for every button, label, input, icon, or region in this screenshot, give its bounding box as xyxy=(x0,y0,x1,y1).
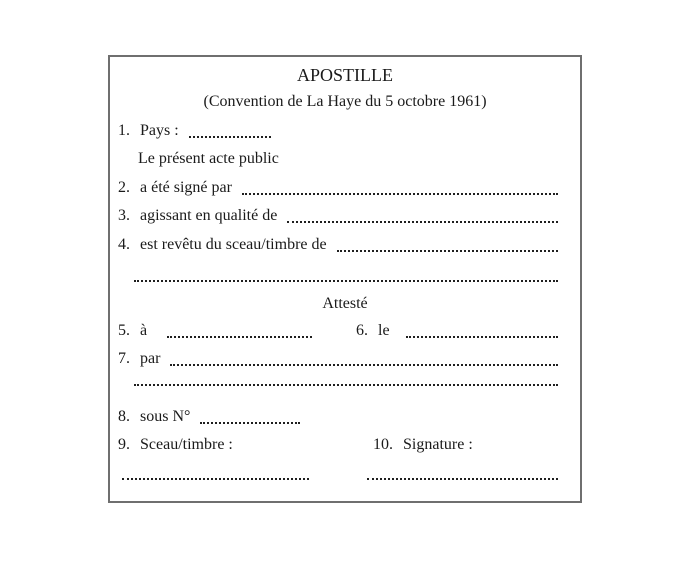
field-10-label: Signature : xyxy=(403,436,473,453)
signature-dotted-blank xyxy=(367,478,558,480)
field-2-row xyxy=(110,178,580,198)
field-9-label: Sceau/timbre : xyxy=(140,436,233,453)
seal-dotted-blank xyxy=(122,478,309,480)
field-6-group xyxy=(356,321,558,341)
field-3-row xyxy=(110,206,580,226)
field-8-row xyxy=(110,407,580,427)
field-5-6-row xyxy=(110,321,580,341)
field-5-dotted-blank xyxy=(167,336,312,338)
field-7-dotted-blank xyxy=(170,364,558,366)
attest-heading: Attesté xyxy=(322,295,368,312)
intro-text: Le présent acte public xyxy=(138,150,279,167)
field-5-group xyxy=(118,321,356,341)
apostille-form-box xyxy=(108,55,582,503)
seal-signature-blank-row xyxy=(110,464,580,482)
field-8-dotted-blank xyxy=(200,422,300,424)
field-7-continuation-dotted-blank xyxy=(134,368,558,386)
field-3-number: 3. xyxy=(118,207,130,224)
field-1-dotted-blank xyxy=(189,136,271,138)
field-3-label: agissant en qualité de xyxy=(140,207,278,224)
field-4-dotted-blank xyxy=(337,250,558,252)
field-7-number: 7. xyxy=(118,350,130,367)
field-10-number: 10. xyxy=(373,436,393,453)
field-4-row xyxy=(110,235,580,255)
field-9-number: 9. xyxy=(118,436,130,453)
field-2-dotted-blank xyxy=(242,193,558,195)
field-4-number: 4. xyxy=(118,236,130,253)
form-subtitle: (Convention de La Haye du 5 octobre 1961) xyxy=(203,93,487,110)
field-5-number: 5. xyxy=(118,322,130,339)
field-2-label: a été signé par xyxy=(140,179,232,196)
field-4-continuation-dotted-blank xyxy=(134,264,558,282)
field-7-row xyxy=(110,349,580,369)
field-6-label: le xyxy=(378,322,390,339)
field-6-dotted-blank xyxy=(406,336,558,338)
field-1-row xyxy=(110,121,580,141)
field-3-dotted-blank xyxy=(287,221,558,223)
field-8-label: sous N° xyxy=(140,408,191,425)
field-1-number: 1. xyxy=(118,122,130,139)
field-4-label: est revêtu du sceau/timbre de xyxy=(140,236,327,253)
field-1-label: Pays : xyxy=(140,122,179,139)
field-9-10-row xyxy=(110,435,580,455)
field-10-group xyxy=(373,435,558,455)
field-6-number: 6. xyxy=(356,322,368,339)
field-8-number: 8. xyxy=(118,408,130,425)
field-9-group xyxy=(118,435,373,455)
field-7-label: par xyxy=(140,350,161,367)
form-title: APOSTILLE xyxy=(297,65,393,85)
intro-line xyxy=(110,149,580,169)
field-2-number: 2. xyxy=(118,179,130,196)
field-5-label: à xyxy=(140,322,148,339)
